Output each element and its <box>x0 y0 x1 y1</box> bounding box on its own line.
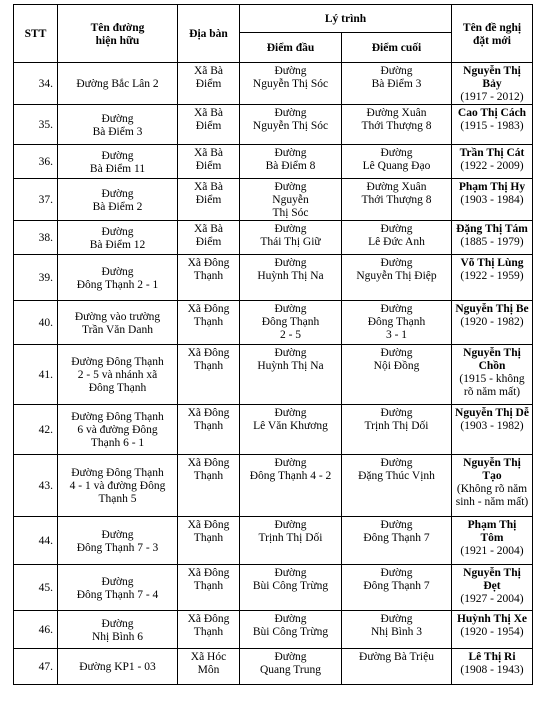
row-stt: 39. <box>14 255 58 301</box>
start-point <box>240 255 342 301</box>
area-line: Điểm <box>195 120 222 132</box>
proposed-name <box>452 179 533 221</box>
end-point-line: Đường <box>380 223 413 235</box>
header-end-point: Điểm cuối <box>342 33 452 63</box>
table-row <box>14 405 533 455</box>
life-years: rõ năm mất) <box>463 386 521 398</box>
start-point-line: Bà Điểm 8 <box>265 160 316 172</box>
area-line: Thạnh <box>193 270 224 282</box>
row-stt: 34. <box>14 63 58 105</box>
area-line: Xã Bà <box>193 147 224 159</box>
area-line: Xã Đông <box>187 407 230 419</box>
proposed-name-line: Đẹt <box>483 580 501 592</box>
area <box>178 405 240 455</box>
proposed-name <box>452 345 533 405</box>
existing-street-name <box>58 63 178 105</box>
start-point-line: Đông Thạnh <box>261 316 320 328</box>
life-years: (Không rõ năm <box>456 483 528 495</box>
area-line: Xã Đông <box>187 519 230 531</box>
life-years: (1921 - 2004) <box>460 545 524 557</box>
area-line: Điểm <box>195 160 222 172</box>
existing-street-name-line: Bà Điểm 2 <box>92 200 143 213</box>
table-row <box>14 221 533 255</box>
start-point-line: Thị Sóc <box>272 207 309 219</box>
start-point-line: Nguyễn <box>272 194 309 206</box>
life-years: (1917 - 2012) <box>460 91 524 103</box>
proposed-name-line: Nguyễn Thị <box>463 65 521 77</box>
end-point-line: Đường <box>380 257 413 269</box>
end-point-line: Đông Thạnh 7 <box>363 532 430 544</box>
existing-street-name <box>58 255 178 301</box>
area-line: Điểm <box>195 194 222 206</box>
proposed-name-line: Cao Thị Cách <box>457 107 527 119</box>
start-point <box>240 301 342 345</box>
existing-street-name <box>58 405 178 455</box>
start-point <box>240 565 342 611</box>
existing-street-name-line: Đường <box>101 575 134 588</box>
existing-street-name <box>58 301 178 345</box>
proposed-name-line: Nguyễn Thị Dễ <box>455 407 529 419</box>
life-years: (1903 - 1984) <box>460 194 524 206</box>
start-point <box>240 517 342 565</box>
proposed-name <box>452 221 533 255</box>
end-point-line: Đường <box>380 567 413 579</box>
existing-street-name-line: Đường vào trường <box>74 310 161 323</box>
end-point <box>342 221 452 255</box>
proposed-name-line: Huỳnh Thị Xe <box>456 613 528 625</box>
start-point-line: Lê Văn Khương <box>253 420 328 432</box>
table-row <box>14 179 533 221</box>
existing-street-name-line: Đường <box>101 528 134 541</box>
start-point-line: Bùi Công Trừng <box>252 626 329 638</box>
existing-street-name-line: Đường <box>101 187 134 200</box>
area-line: Xã Bà <box>193 223 224 235</box>
table-row <box>14 455 533 517</box>
existing-street-name-line: Đường <box>101 617 134 630</box>
start-point <box>240 455 342 517</box>
area-line: Xã Đông <box>187 613 230 625</box>
end-point <box>342 611 452 649</box>
start-point-line: Đường <box>274 519 307 531</box>
start-point-line: Đường <box>274 147 307 159</box>
start-point-line: Huỳnh Thị Na <box>257 270 324 282</box>
area <box>178 611 240 649</box>
street-naming-table <box>13 4 533 685</box>
area-line: Thạnh <box>193 360 224 372</box>
life-years: (1908 - 1943) <box>460 664 524 676</box>
life-years: (1915 - 1983) <box>460 120 524 132</box>
area-line: Điểm <box>195 236 222 248</box>
row-stt: 36. <box>14 145 58 179</box>
table-row <box>14 517 533 565</box>
header-stt: STT <box>14 5 58 63</box>
area <box>178 565 240 611</box>
proposed-name-line: Chồn <box>478 360 506 372</box>
area-line: Thạnh <box>193 532 224 544</box>
row-stt: 45. <box>14 565 58 611</box>
existing-street-name-line: Nhị Bình 6 <box>91 630 144 643</box>
proposed-name-line: Nguyễn Thị <box>463 457 521 469</box>
row-stt: 37. <box>14 179 58 221</box>
proposed-name <box>452 301 533 345</box>
existing-street-name-line: Thạnh 6 - 1 <box>90 437 145 449</box>
end-point-line: Thới Thượng 8 <box>361 120 432 132</box>
start-point-line: Trịnh Thị Dối <box>258 532 323 544</box>
life-years: (1927 - 2004) <box>460 593 524 605</box>
header-existing-name <box>58 5 178 63</box>
end-point-line: Đường Xuân <box>366 107 427 119</box>
proposed-name <box>452 145 533 179</box>
start-point-line: Đường <box>274 407 307 419</box>
end-point-line: 3 - 1 <box>385 329 408 341</box>
life-years: (1920 - 1954) <box>460 626 524 638</box>
header-area: Địa bàn <box>178 5 240 63</box>
existing-street-name <box>58 517 178 565</box>
area-line: Xã Bà <box>193 181 224 193</box>
area-line: Xã Đông <box>187 567 230 579</box>
proposed-name <box>452 455 533 517</box>
proposed-name-line: Tôm <box>480 532 504 544</box>
existing-street-name <box>58 649 178 685</box>
existing-street-name <box>58 345 178 405</box>
area-line: Xã Đông <box>187 457 230 469</box>
proposed-name-line: Đặng Thị Tám <box>456 223 528 235</box>
existing-street-name <box>58 105 178 145</box>
header-route: Lý trình <box>240 5 452 33</box>
end-point-line: Đường <box>380 407 413 419</box>
existing-street-name-line: Đường KP1 - 03 <box>79 661 156 673</box>
table-row <box>14 105 533 145</box>
end-point-line: Đường <box>380 457 413 469</box>
existing-street-name-line: Đường Đông Thạnh <box>71 356 164 368</box>
area-line: Môn <box>197 664 220 676</box>
table-row <box>14 565 533 611</box>
end-point <box>342 649 452 685</box>
area <box>178 345 240 405</box>
life-years: (1885 - 1979) <box>460 236 524 248</box>
end-point-line: Đặng Thúc Vịnh <box>358 470 435 482</box>
life-years: (1922 - 1959) <box>460 270 524 282</box>
existing-street-name-line: Đường Bắc Lân 2 <box>76 78 159 90</box>
area-line: Thạnh <box>193 420 224 432</box>
start-point-line: Đường <box>274 65 307 77</box>
start-point <box>240 405 342 455</box>
start-point-line: 2 - 5 <box>279 329 302 341</box>
end-point-line: Trịnh Thị Dối <box>364 420 429 432</box>
start-point-line: Đường <box>274 181 307 193</box>
life-years: (1915 - không <box>459 373 525 385</box>
end-point-line: Nguyễn Thị Điệp <box>356 270 437 282</box>
header-start-point: Điểm đầu <box>240 33 342 63</box>
area <box>178 63 240 105</box>
end-point-line: Bà Điểm 3 <box>371 78 422 90</box>
area <box>178 517 240 565</box>
existing-street-name-line: Đông Thạnh 2 - 1 <box>76 278 159 291</box>
start-point-line: Đường <box>274 223 307 235</box>
proposed-name <box>452 105 533 145</box>
proposed-name-line: Lê Thị Ri <box>468 651 516 663</box>
life-years: sinh - năm mất) <box>455 496 529 508</box>
table-row <box>14 611 533 649</box>
start-point-line: Nguyễn Thị Sóc <box>252 78 329 90</box>
end-point <box>342 105 452 145</box>
existing-street-name-line: Đường Đông Thạnh <box>71 411 164 423</box>
proposed-name-line: Phạm Thị Hy <box>458 181 526 193</box>
area-line: Xã Đông <box>187 303 230 315</box>
area-line: Xã Đông <box>187 257 230 269</box>
area-line: Điểm <box>195 78 222 90</box>
end-point <box>342 179 452 221</box>
start-point-line: Đường <box>274 651 307 663</box>
existing-street-name-line: 6 và đường Đông <box>77 424 158 436</box>
start-point <box>240 105 342 145</box>
start-point <box>240 179 342 221</box>
end-point <box>342 255 452 301</box>
start-point <box>240 345 342 405</box>
existing-street-name <box>58 145 178 179</box>
area <box>178 221 240 255</box>
start-point-line: Bùi Công Trừng <box>252 580 329 592</box>
area-line: Xã Hóc <box>190 651 227 663</box>
existing-street-name-line: Đông Thạnh <box>88 382 147 394</box>
proposed-name <box>452 63 533 105</box>
existing-street-name-line: Trần Văn Danh <box>82 323 153 336</box>
life-years: (1920 - 1982) <box>460 316 524 328</box>
proposed-name <box>452 611 533 649</box>
row-stt: 43. <box>14 455 58 517</box>
area <box>178 105 240 145</box>
end-point-line: Đường <box>380 347 413 359</box>
start-point-line: Đường <box>274 303 307 315</box>
row-stt: 44. <box>14 517 58 565</box>
proposed-name <box>452 649 533 685</box>
start-point-line: Đường <box>274 613 307 625</box>
end-point-line: Thới Thượng 8 <box>361 194 432 206</box>
table-row <box>14 145 533 179</box>
end-point-line: Đường <box>380 65 413 77</box>
start-point-line: Nguyễn Thị Sóc <box>252 120 329 132</box>
row-stt: 41. <box>14 345 58 405</box>
end-point-line: Lê Quang Đạo <box>362 160 431 172</box>
proposed-name <box>452 565 533 611</box>
proposed-name-line: Nguyễn Thị <box>463 567 521 579</box>
proposed-name-line: Nguyễn Thị <box>463 347 521 359</box>
end-point <box>342 345 452 405</box>
proposed-name <box>452 517 533 565</box>
start-point-line: Đường <box>274 107 307 119</box>
end-point-line: Đường <box>380 303 413 315</box>
start-point <box>240 145 342 179</box>
area <box>178 179 240 221</box>
end-point-line: Đường <box>380 519 413 531</box>
end-point <box>342 301 452 345</box>
end-point-line: Lê Đức Anh <box>368 236 425 248</box>
table-row <box>14 301 533 345</box>
row-stt: 42. <box>14 405 58 455</box>
header-existing-line1: Tên đường <box>90 21 145 34</box>
row-stt: 38. <box>14 221 58 255</box>
start-point <box>240 221 342 255</box>
row-stt: 40. <box>14 301 58 345</box>
existing-street-name-line: Đường <box>101 265 134 278</box>
proposed-name-line: Nguyễn Thị Be <box>455 303 529 315</box>
area <box>178 649 240 685</box>
proposed-name-line: Bảy <box>482 78 502 90</box>
existing-street-name-line: Đường <box>101 112 134 125</box>
end-point <box>342 517 452 565</box>
existing-street-name-line: Đường <box>101 225 134 238</box>
area <box>178 301 240 345</box>
life-years: (1922 - 2009) <box>460 160 524 172</box>
existing-street-name-line: Đường Đông Thạnh <box>71 467 164 479</box>
end-point-line: Nội Đồng <box>373 360 420 372</box>
area <box>178 255 240 301</box>
end-point-line: Đường Bà Triệu <box>359 651 434 663</box>
end-point <box>342 455 452 517</box>
area-line: Xã Bà <box>193 65 224 77</box>
start-point-line: Đường <box>274 567 307 579</box>
area-line: Thạnh <box>193 580 224 592</box>
existing-street-name-line: Đông Thạnh 7 - 3 <box>76 541 159 554</box>
existing-street-name <box>58 611 178 649</box>
end-point-line: Đường Xuân <box>366 181 427 193</box>
end-point-line: Đông Thạnh <box>367 316 426 328</box>
area-line: Thạnh <box>193 470 224 482</box>
start-point-line: Đường <box>274 457 307 469</box>
end-point <box>342 63 452 105</box>
existing-street-name-line: Bà Điểm 3 <box>92 125 143 138</box>
table-row <box>14 63 533 105</box>
proposed-name-line: Trần Thị Cát <box>459 147 525 159</box>
start-point-line: Đông Thạnh 4 - 2 <box>249 470 332 482</box>
start-point <box>240 63 342 105</box>
header-existing-line2: hiện hữu <box>95 34 140 47</box>
existing-street-name-line: Bà Điểm 12 <box>89 238 146 251</box>
existing-street-name-line: Bà Điểm 11 <box>89 162 146 175</box>
existing-street-name-line: 2 - 5 và nhánh xã <box>77 369 158 381</box>
area-line: Xã Bà <box>193 107 224 119</box>
proposed-name-line: Tạo <box>482 470 502 482</box>
row-stt: 46. <box>14 611 58 649</box>
proposed-name-line: Võ Thị Lùng <box>460 257 524 269</box>
existing-street-name-line: Đông Thạnh 7 - 4 <box>76 588 159 601</box>
table-body <box>14 63 533 685</box>
end-point <box>342 145 452 179</box>
table-row <box>14 255 533 301</box>
existing-street-name <box>58 179 178 221</box>
existing-street-name-line: 4 - 1 và đường Đông <box>69 480 166 492</box>
life-years: (1903 - 1982) <box>460 420 524 432</box>
start-point-line: Đường <box>274 347 307 359</box>
end-point-line: Đường <box>380 147 413 159</box>
end-point <box>342 565 452 611</box>
end-point-line: Đông Thạnh 7 <box>363 580 430 592</box>
row-stt: 47. <box>14 649 58 685</box>
end-point-line: Nhị Bình 3 <box>370 626 423 638</box>
area-line: Thạnh <box>193 626 224 638</box>
end-point <box>342 405 452 455</box>
header-proposed-line2: đặt mới <box>473 34 511 47</box>
proposed-name <box>452 405 533 455</box>
start-point-line: Huỳnh Thị Na <box>257 360 324 372</box>
proposed-name-line: Phạm Thị <box>467 519 517 531</box>
proposed-name <box>452 255 533 301</box>
area <box>178 145 240 179</box>
existing-street-name-line: Thạnh 5 <box>98 493 137 505</box>
start-point-line: Quang Trung <box>259 664 322 676</box>
area-line: Xã Đông <box>187 347 230 359</box>
area-line: Thạnh <box>193 316 224 328</box>
table-row <box>14 345 533 405</box>
start-point <box>240 649 342 685</box>
header-proposed-name <box>452 5 533 63</box>
existing-street-name <box>58 221 178 255</box>
existing-street-name-line: Đường <box>101 149 134 162</box>
existing-street-name <box>58 455 178 517</box>
table-row <box>14 649 533 685</box>
row-stt: 35. <box>14 105 58 145</box>
start-point-line: Đường <box>274 257 307 269</box>
start-point-line: Thái Thị Giữ <box>260 236 321 248</box>
end-point-line: Đường <box>380 613 413 625</box>
start-point <box>240 611 342 649</box>
area <box>178 455 240 517</box>
existing-street-name <box>58 565 178 611</box>
header-proposed-line1: Tên đề nghị <box>462 21 522 34</box>
